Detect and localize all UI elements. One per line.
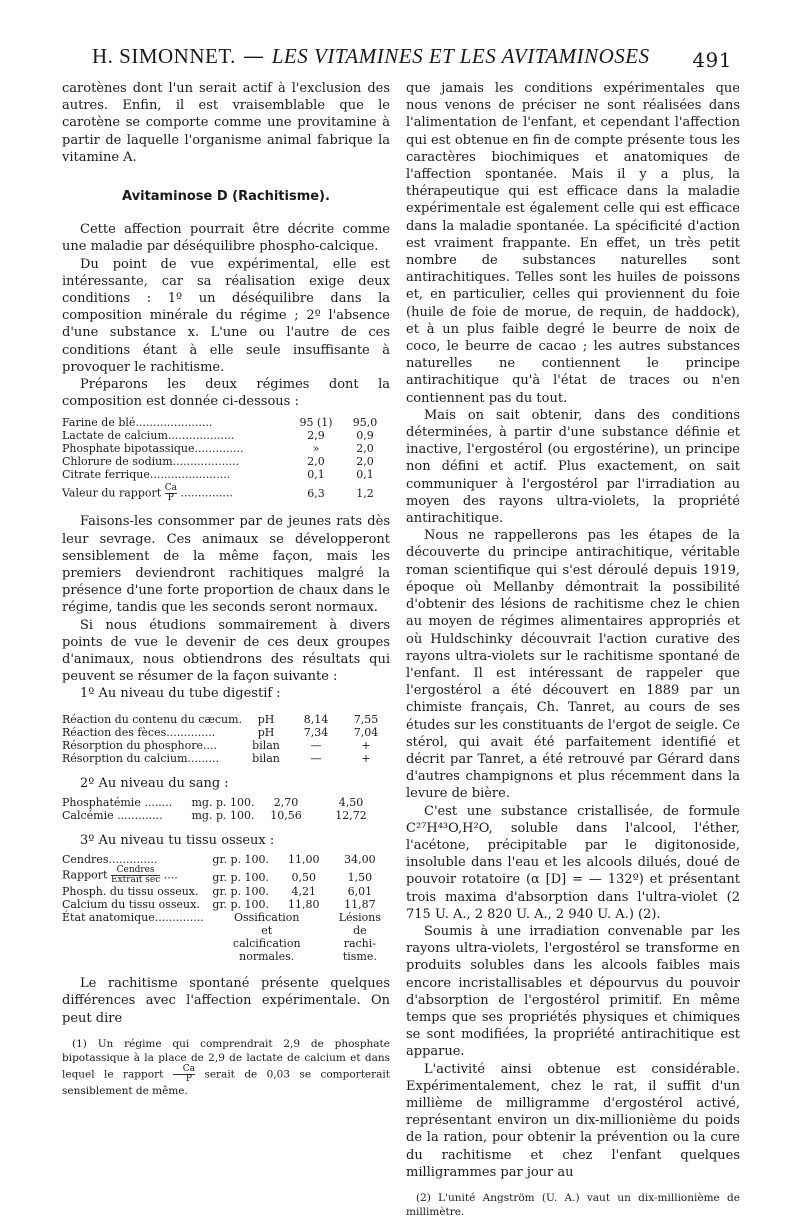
header-author: H. SIMONNET. xyxy=(92,44,236,68)
table-row: Phosphate bipotassique.............. » 2,0 xyxy=(62,442,374,456)
table-row: Résorption du phosphore.... bilan — + xyxy=(62,738,371,752)
table-row: Réaction du contenu du cæcum. pH 8,14 7,55 xyxy=(62,712,379,726)
paragraph: Si nous étudions sommairement à divers points de vue le devenir de ces deux groupes d'animaux, nous obtiendrons des résultats qui peuvent se résumer de la façon suivante : xyxy=(62,617,390,685)
paragraph: Cette affection pourrait être décrite comme une maladie par déséquilibre phospho-calcique. xyxy=(62,222,390,255)
footnote: (2) L'unité Angström (U. A.) vaut un dix-millionième de millimètre. xyxy=(406,1192,740,1218)
paragraph: Faisons-les consommer par de jeunes rats dès leur sevrage. Ces animaux se développeront sensiblement de la même façon, mais les premiers deviendront rachitiques malgré la présence d'une forte proportion de chaux dans le régime, tandis que les seconds seront normaux. xyxy=(62,514,390,616)
subheading: 2º Au niveau du sang : xyxy=(80,775,229,791)
paragraph: que jamais les conditions expérimentales que nous venons de préciser ne sont réalisées dans l'alimentation de l'enfant, et cependant l'affection qui est obtenue en fin de compte présente tous les caractères biochimiques et anatomiques de l'affection spontanée. Mais il y a plus, la thérapeutique qui est efficace dans la maladie expérimentale est également celle qui est efficace dans la maladie spontanée. La spécificité d'action est vraiment frappante. En effet, un très petit nombre de substances naturelles sont antirachitiques. Telles sont les huiles de poissons et, en particulier, celles qui proviennent du foie (huile de foie de morue, de requin, de haddock), et à un plus faible degré le beurre de noix de coco, le beurre de cacao ; les autres substances naturelles ne contiennent le principe antirachitique qu'à l'état de traces ou n'en contiennent pas du tout. xyxy=(406,81,740,406)
table-row: Réaction des fèces.............. pH 7,34 7,04 xyxy=(62,725,379,739)
paragraph: Du point de vue expérimental, elle est intéressante, car sa réalisation exige deux conditions : 1º un déséquilibre dans la composition minérale du régime ; 2º l'absence d'une substance x. L'une ou l'autre de ces conditions étant à elle seule insuffisante à provoquer le rachitisme. xyxy=(62,256,390,375)
table-row: Chlorure de sodium................... 2,0 2,0 xyxy=(62,455,374,469)
paragraph: Préparons les deux régimes dont la composition est donnée ci-dessous : xyxy=(62,377,390,410)
table-row: Rapport $\frac{\text{Cendres}}{\text{Extrait sec}}$ .... gr. p. 100. 0,50 1,50 xyxy=(62,865,373,886)
table-row: Phosph. du tissu osseux. gr. p. 100. 4,21 6,01 xyxy=(62,885,373,899)
paragraph: Le rachitisme spontané présente quelques différences avec l'affection expérimentale. On peut dire xyxy=(62,976,390,1026)
bone-table xyxy=(62,853,390,963)
table-row: Phosphatémie ........ mg. p. 100. 2,70 4,50 xyxy=(62,795,364,809)
ratio-row: Valeur du rapport $\frac{Ca}{P}$ ............... 6,3 1,2 xyxy=(62,483,374,504)
section-heading: Avitaminose D (Rachitisme). xyxy=(122,189,330,205)
table-row: État anatomique.............. Ossification et calcification normales. Lésions de rachi- tisme. xyxy=(62,911,382,964)
right-column xyxy=(406,80,740,1219)
diet-table xyxy=(62,416,390,503)
paragraph: Nous ne rappellerons pas les étapes de la découverte du principe antirachitique, véritable roman scientifique qui s'est déroulé depuis 1919, époque où Mellanby démontrait la possibilité d'obtenir des lésions de rachitisme chez le chien au moyen de régimes alimentaires appropriés et où Huldschinky découvrait l'action curative des rayons ultra-violets sur le rachitisme spontané de l'enfant. Il est intéressant de rappeler que l'ergostérol a été découvert en 1889 par un chimiste français, Ch. Tanret, au cours de ses études sur les constituants de l'ergot de seigle. Ce stérol, qui avait été parfaitement identifié et décrit par Tanret, a été retrouvé par Gérard dans d'autres champignons et plus récemment dans la levure de bière. xyxy=(406,528,740,802)
blood-table xyxy=(62,796,390,822)
paragraph: Soumis à une irradiation convenable par les rayons ultra-violets, l'ergostérol se transforme en produits solubles dans les alcools faibles mais encore incristallisables et dépourvus du pouvoir d'absorption de l'ergostérol primitif. En même temps que ses propriétés physiques et chimiques se sont modifiées, la propriété antirachitique est apparue. xyxy=(406,923,740,1060)
paragraph: carotènes dont l'un serait actif à l'exclusion des autres. Enfin, il est vraisemblable que le carotène se comporte comme une provitamine à partir de laquelle l'organisme animal fabrique la vitamine A. xyxy=(62,81,390,165)
footnote: (1) Un régime qui comprendrait 2,9 de phosphate bipotassique à la place de 2,9 de lactate de calcium et dans lequel le rapport $\frac{Ca}{P}$ serait de 0,03 se comporterait sensiblement de même. xyxy=(62,1037,390,1097)
ratio-label: Valeur du rapport xyxy=(62,486,162,500)
left-column xyxy=(62,80,390,1098)
paragraph: L'activité ainsi obtenue est considérable. Expérimentalement, chez le rat, il suffit d'un millième de milligramme d'ergostérol activé, représentant environ un dix-millionième du poids de la ration, pour obtenir la prévention ou la cure du rachitisme et chez l'enfant quelques milligrammes par jour au xyxy=(406,1061,740,1180)
table-row: Résorption du calcium......... bilan — + xyxy=(62,751,371,765)
header-title: LES VITAMINES ET LES AVITAMINOSES xyxy=(271,44,650,68)
paragraph: C'est une substance cristallisée, de formule C²⁷H⁴³O,H²O, soluble dans l'alcool, l'éther, l'acétone, précipitable par le digitonoside, insoluble dans l'eau et les alcools dilués, doué de pouvoir rotatoire (α [D] = — 132º) et présentant trois maxima d'absorption dans l'ultra-violet (2 715 U. A., 2 820 U. A., 2 940 U. A.) (2). xyxy=(406,803,740,922)
table-row: Cendres.............. gr. p. 100. 11,00 34,00 xyxy=(62,853,376,867)
subheading: 1º Au niveau du tube digestif : xyxy=(80,686,281,702)
digestive-table xyxy=(62,713,390,765)
table-row: Lactate de calcium................... 2,9 0,9 xyxy=(62,429,374,443)
ratio-fraction: $\frac{Ca}{P}$ xyxy=(164,483,177,504)
subheading: 3º Au niveau tu tissu osseux : xyxy=(80,832,275,848)
table-row: Calcémie ............. mg. p. 100. 10,56 12,72 xyxy=(62,808,367,822)
footnote-fraction: $\frac{Ca}{P}$ xyxy=(173,1065,195,1084)
table-row: Farine de blé...................... 95 (1) 95,0 xyxy=(62,416,378,430)
bone-ratio-fraction: $\frac{\text{Cendres}}{\text{Extrait sec}}$ xyxy=(110,865,161,886)
running-header xyxy=(92,44,732,78)
header-dash: — xyxy=(243,44,265,68)
page-number: 491 xyxy=(692,48,732,72)
paragraph: Mais on sait obtenir, dans des conditions déterminées, à partir d'une substance définie et inactive, l'ergostérol (ou ergostérine), un principe non défini et actif. Plus exactement, on sait communiquer à l'ergostérol par l'irradiation au moyen des rayons ultra-violets, la propriété antirachitique. xyxy=(406,407,740,527)
table-row: Citrate ferrique....................... 0,1 0,1 xyxy=(62,468,374,482)
table-row: Calcium du tissu osseux. gr. p. 100. 11,80 11,87 xyxy=(62,898,376,912)
